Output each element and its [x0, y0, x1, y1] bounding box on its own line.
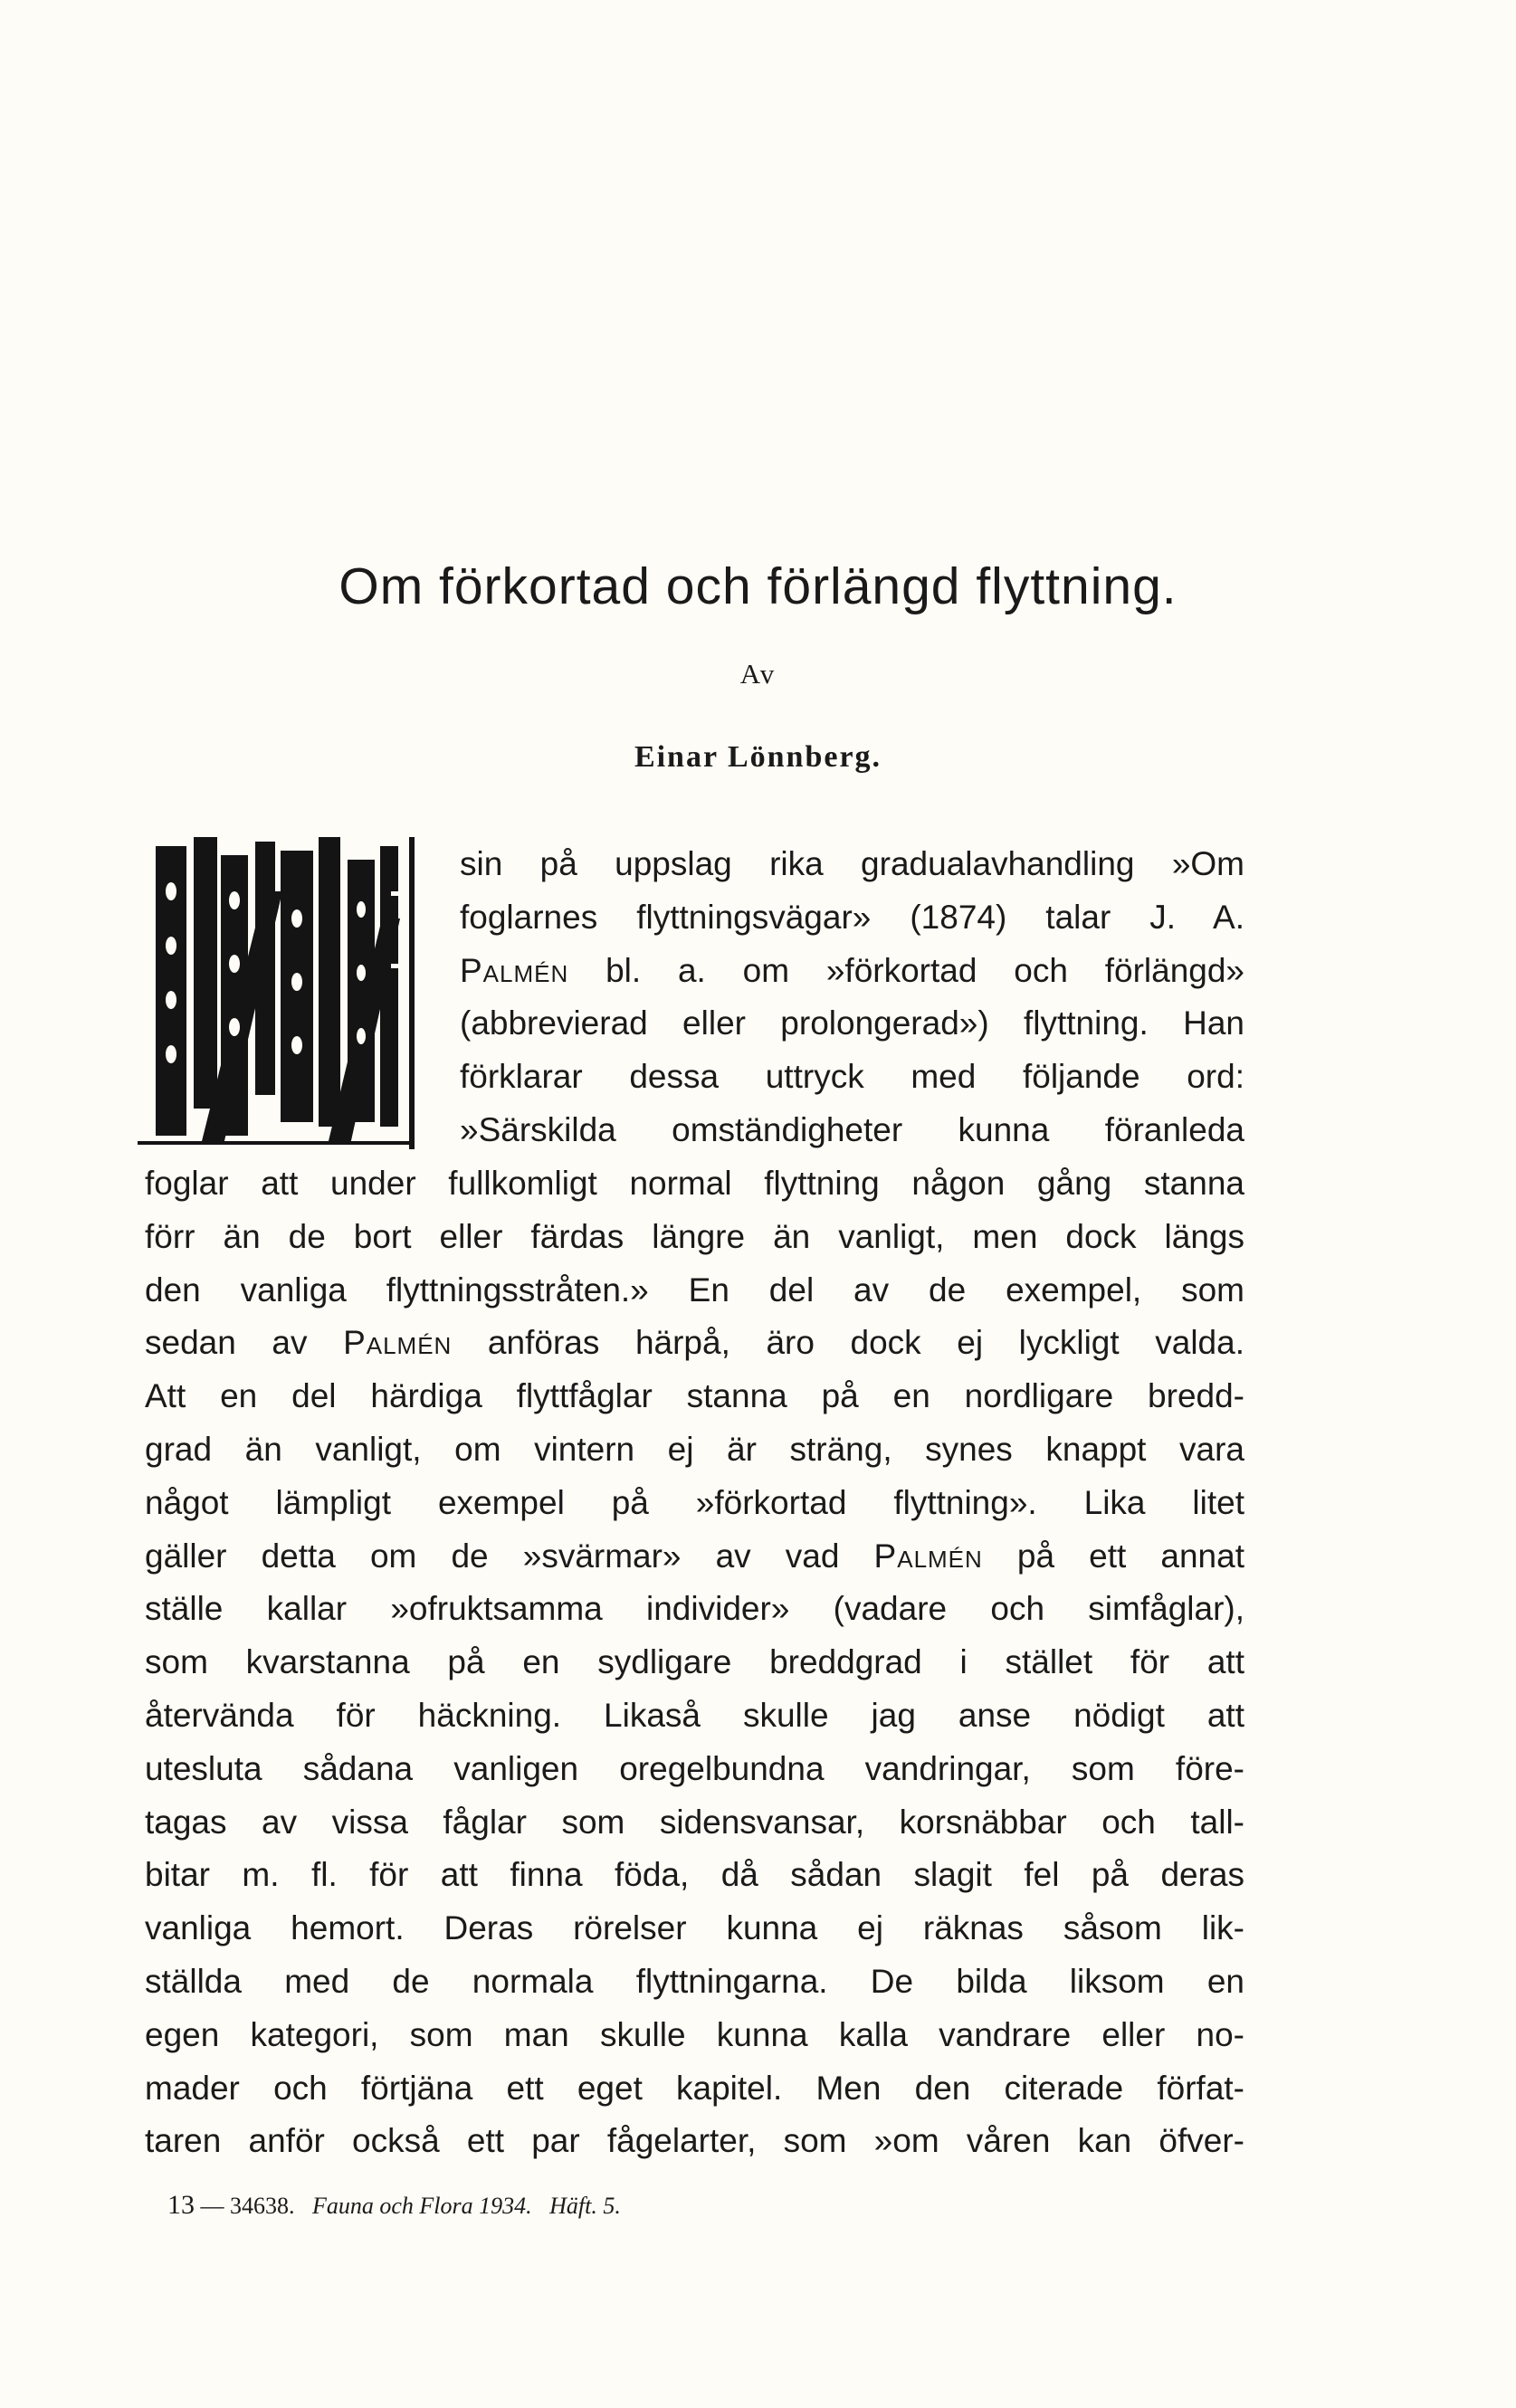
journal-name: Fauna och Flora 1934. — [312, 2193, 532, 2219]
text-line — [145, 2066, 1244, 2111]
text-run: tagas av vissa fåglar som sidensvansar, korsnäbbar och tall- — [145, 1803, 1244, 1841]
text-run: foglarnes flyttningsvägar» (1874) talar J. A. — [460, 898, 1244, 936]
text-run: utesluta sådana vanligen oregelbundna vandringar, som före- — [145, 1749, 1244, 1787]
text-run: som kvarstanna på en sydligare breddgrad i stället för att — [145, 1643, 1244, 1681]
author-name: Einar Lönnberg. — [634, 740, 882, 774]
text-line — [145, 1959, 1244, 2004]
text-run: sedan av — [145, 1324, 344, 1362]
text-line — [145, 1586, 1244, 1632]
article-title: Om förkortad och förlängd flyttning. — [338, 557, 1178, 615]
small-caps-name: Palmén — [343, 1324, 453, 1362]
text-line — [145, 1534, 1244, 1579]
text-run: något lämpligt exempel på »förkortad flyttning». Lika litet — [145, 1483, 1244, 1521]
text-line — [460, 1054, 1244, 1099]
text-run: anföras härpå, äro dock ej lyckligt valda. — [452, 1324, 1244, 1362]
text-run: på ett annat — [982, 1537, 1244, 1575]
small-caps-name: Palmén — [460, 951, 569, 989]
text-line — [145, 1374, 1244, 1419]
text-line — [145, 1852, 1244, 1898]
text-line — [145, 1640, 1244, 1685]
footer-separator: — — [195, 2193, 230, 2219]
byline: Av — [739, 658, 777, 690]
text-run: sin på uppslag rika gradualavhandling »Om — [460, 845, 1244, 882]
page-footer — [167, 2190, 621, 2221]
text-line — [145, 1427, 1244, 1472]
text-line — [145, 2013, 1244, 2058]
text-run: gäller detta om de »svärmar» av vad — [145, 1537, 874, 1575]
text-line — [145, 1906, 1244, 1951]
text-run: ställe kallar »ofruktsamma individer» (vadare och simfåglar), — [145, 1590, 1244, 1628]
text-run: förr än de bort eller färdas längre än vanligt, men dock längs — [145, 1217, 1244, 1255]
text-run: återvända för häckning. Likaså skulle jag anse nödigt att — [145, 1697, 1244, 1734]
small-caps-name: Palmén — [873, 1537, 983, 1575]
text-run: ställda med de normala flyttningarna. De bilda liksom en — [145, 1963, 1244, 2000]
text-line — [145, 1214, 1244, 1260]
text-run: foglar att under fullkomligt normal flyttning någon gång stanna — [145, 1165, 1244, 1202]
text-line — [145, 1268, 1244, 1313]
text-run: vanliga hemort. Deras rörelser kunna ej räknas såsom lik- — [145, 1909, 1244, 1947]
text-run: (abbrevierad eller prolongerad») flyttning. Han — [460, 1004, 1244, 1042]
text-run: bl. a. om »förkortad och förlängd» — [568, 951, 1244, 989]
text-run: egen kategori, som man skulle kunna kalla vandrare eller no- — [145, 2015, 1244, 2053]
text-line — [460, 948, 1244, 994]
text-run: taren anför också ett par fågelarter, som »om våren kan öfver- — [145, 2122, 1244, 2160]
text-line — [145, 1747, 1244, 1792]
text-line — [145, 1161, 1244, 1206]
print-number: 34638. — [230, 2193, 295, 2219]
text-line — [145, 1320, 1244, 1366]
text-run: den vanliga flyttningsstråten.» En del av de exempel, som — [145, 1271, 1244, 1309]
text-line — [145, 1480, 1244, 1526]
text-run: förklarar dessa uttryck med följande ord: — [460, 1058, 1244, 1096]
text-line — [460, 895, 1244, 940]
text-run: mader och förtjäna ett eget kapitel. Men den citerade förfat- — [145, 2069, 1244, 2107]
decorative-initial-s-woodcut — [138, 837, 436, 1149]
issue-number: Häft. 5. — [549, 2193, 621, 2219]
text-line — [145, 1693, 1244, 1738]
text-line — [460, 842, 1244, 887]
text-run: Att en del härdiga flyttfåglar stanna på en nordligare bredd- — [145, 1377, 1244, 1415]
text-run: »Särskilda omständigheter kunna föranleda — [460, 1111, 1244, 1148]
page-number: 13 — [167, 2190, 195, 2220]
text-line — [145, 2118, 1244, 2164]
text-line — [145, 1800, 1244, 1845]
text-run: bitar m. fl. för att finna föda, då sådan slagit fel på deras — [145, 1856, 1244, 1894]
text-run: grad än vanligt, om vintern ej är sträng, synes knappt vara — [145, 1431, 1244, 1468]
text-line — [460, 1108, 1244, 1153]
text-line — [460, 1001, 1244, 1046]
